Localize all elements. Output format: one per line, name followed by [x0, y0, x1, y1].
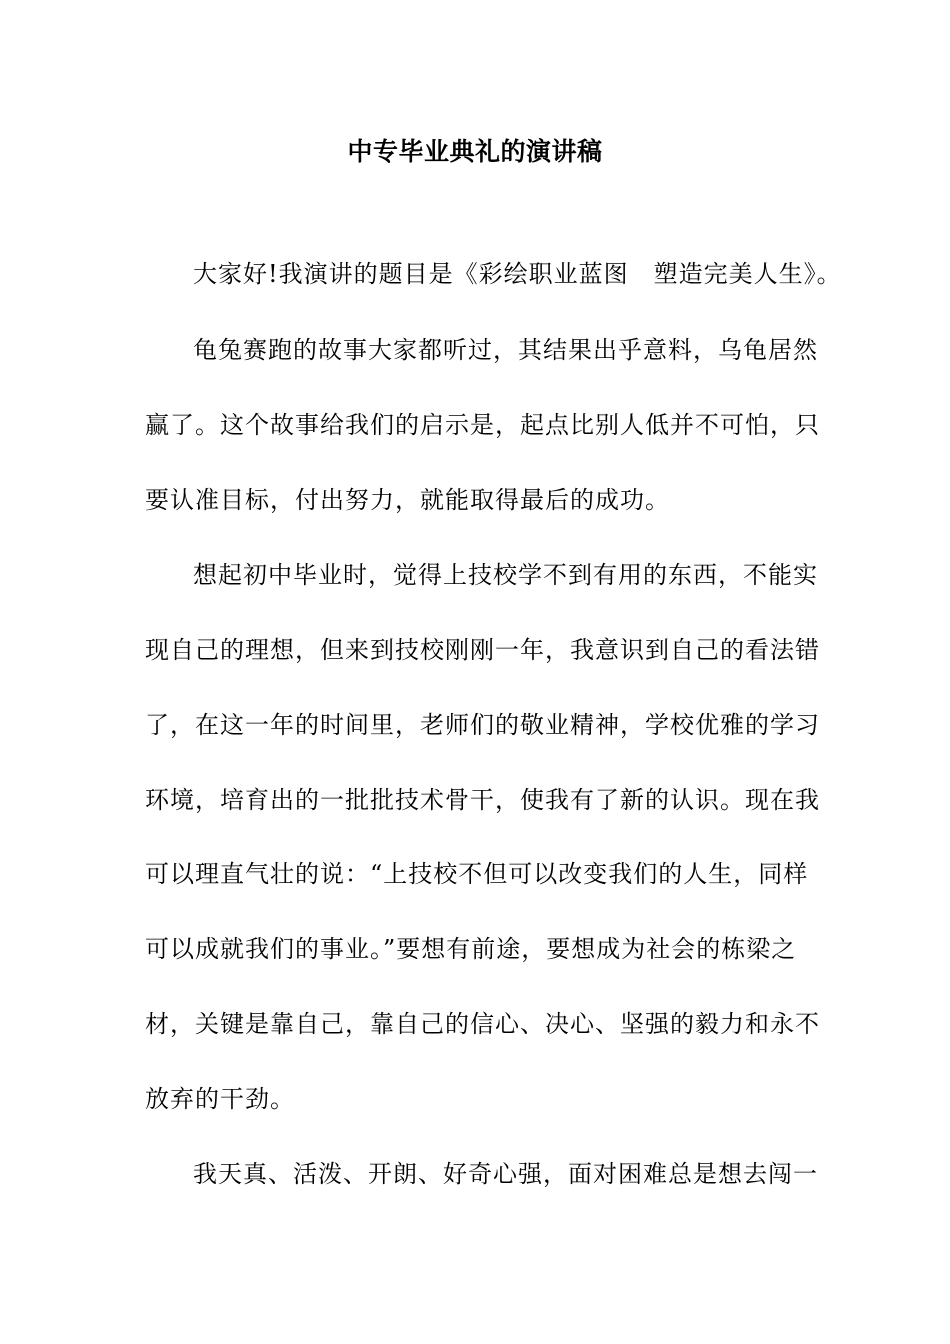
- paragraph-4-line-1: 我天真、活泼、开朗、好奇心强，面对困难总是想去闯一: [193, 1160, 818, 1188]
- paragraph-3-line-7: 材，关键是靠自己，靠自己的信心、决心、坚强的毅力和永不: [145, 1010, 820, 1038]
- paragraph-3-line-4: 环境，培育出的一批批技术骨干，使我有了新的认识。现在我: [145, 786, 820, 814]
- paragraph-3-line-6: 可以成就我们的事业。”要想有前途，要想成为社会的栋梁之: [145, 935, 797, 963]
- paragraph-2-line-1: 龟兔赛跑的故事大家都听过，其结果出乎意料，乌龟居然: [193, 336, 818, 364]
- paragraph-3-line-8: 放弃的干劲。: [145, 1085, 295, 1113]
- paragraph-3-line-2: 现自己的理想，但来到技校刚刚一年，我意识到自己的看法错: [145, 636, 820, 664]
- paragraph-3-line-1: 想起初中毕业时，觉得上技校学不到有用的东西，不能实: [193, 561, 818, 589]
- paragraph-3-line-3: 了，在这一年的时间里，老师们的敬业精神，学校优雅的学习: [145, 711, 820, 739]
- paragraph-1-line-1: 大家好!我演讲的题目是《彩绘职业蓝图 塑造完美人生》。: [193, 260, 842, 288]
- document-title: 中专毕业典礼的演讲稿: [347, 137, 603, 166]
- paragraph-3-line-5: 可以理直气壮的说：“上技校不但可以改变我们的人生，同样: [145, 860, 809, 888]
- paragraph-2-line-2: 赢了。这个故事给我们的启示是，起点比别人低并不可怕，只: [145, 411, 820, 439]
- paragraph-2-line-3: 要认准目标，付出努力，就能取得最后的成功。: [145, 486, 670, 514]
